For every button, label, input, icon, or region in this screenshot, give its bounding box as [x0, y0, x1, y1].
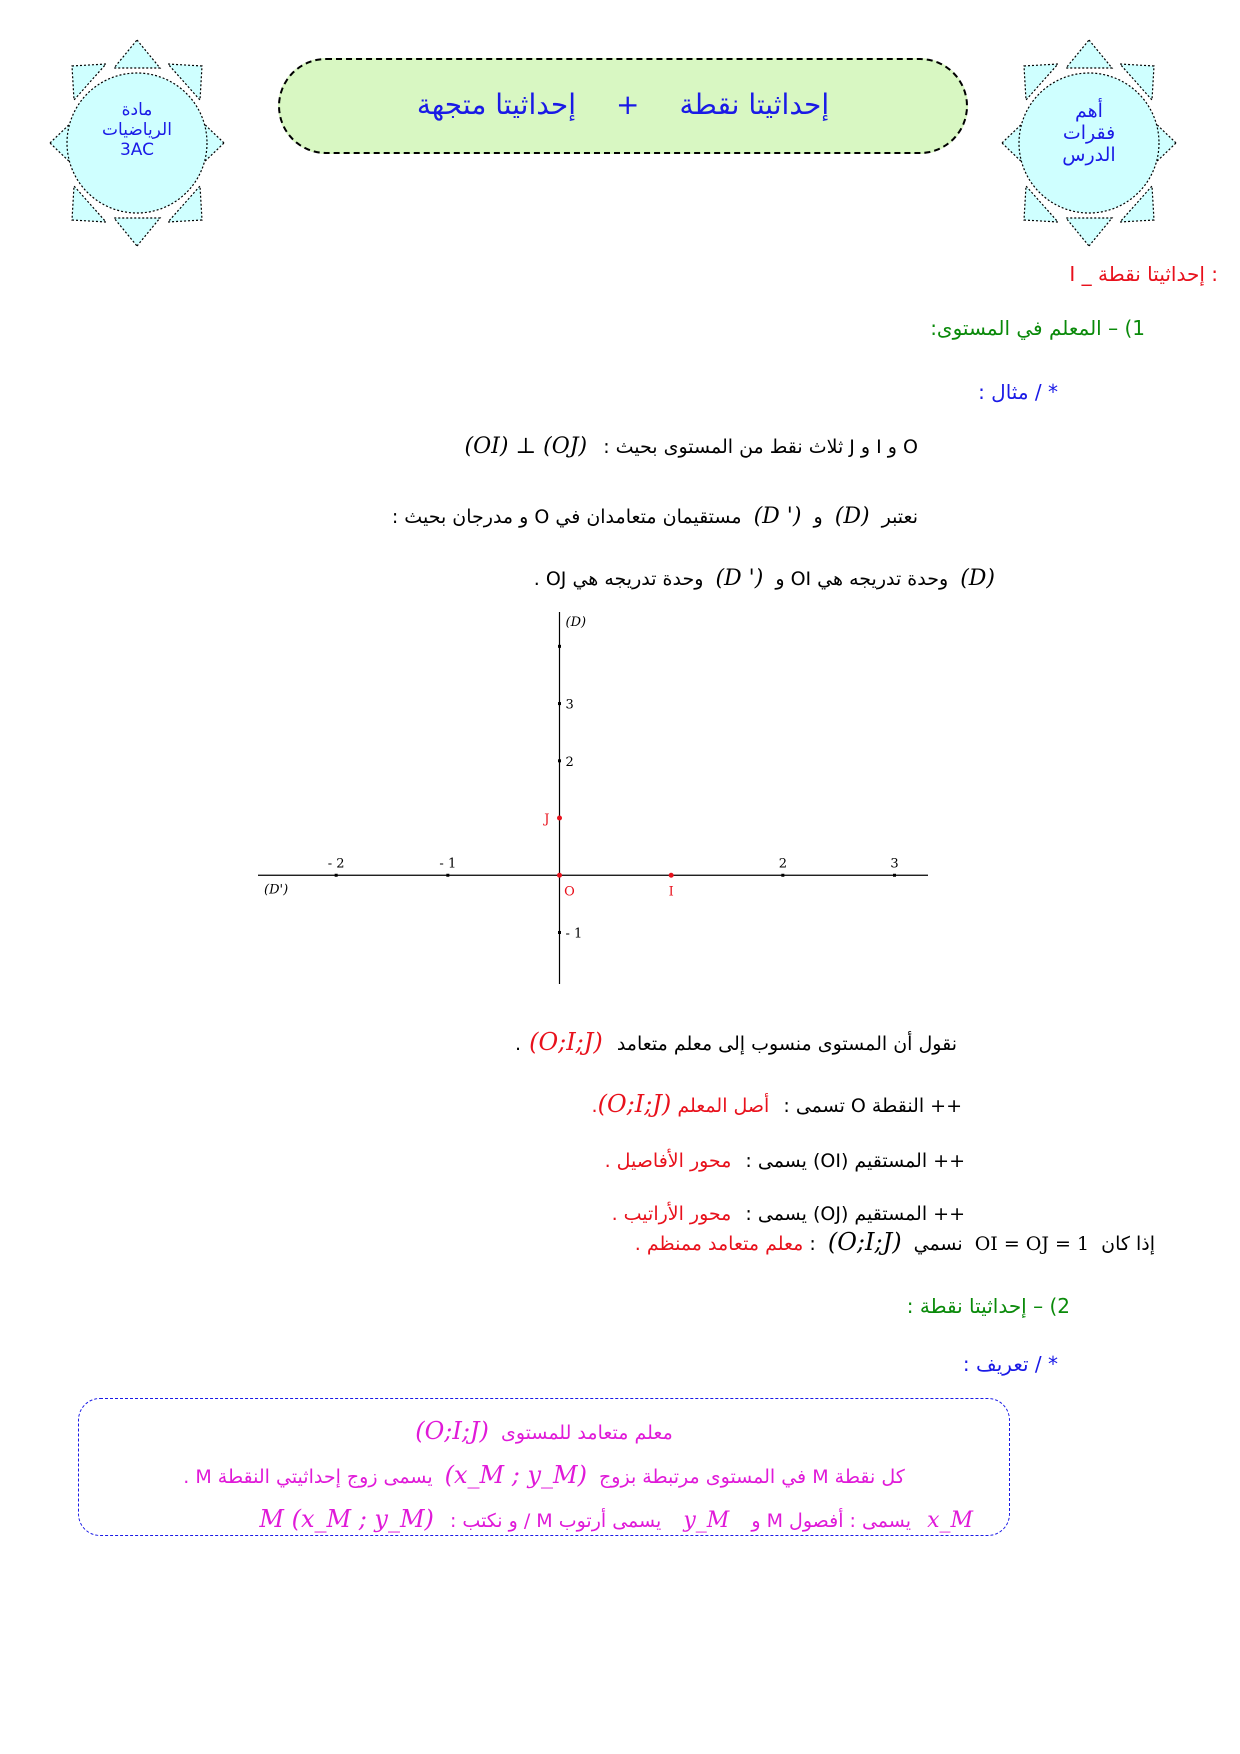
subject-badge	[90, 100, 184, 160]
subject-badge-line2: الرياضيات	[102, 120, 172, 140]
definition-line-3-a: يسمى : أفصول M و	[751, 1510, 912, 1532]
y-tick-mark	[558, 645, 561, 648]
statement-3-dprime: (D ')	[715, 566, 764, 591]
x-tick-mark	[446, 874, 449, 877]
x-tick-mark	[893, 874, 896, 877]
subject-badge-line1: مادة	[121, 100, 153, 120]
x-tick-label: 2	[778, 856, 787, 872]
statement-3	[534, 566, 995, 591]
definition-line-2-pre: كل نقطة M في المستوى مرتبطة بزوج	[599, 1466, 905, 1488]
statement-3-mid2: وحدة تدريجه هي OJ .	[533, 568, 704, 590]
highlights-badge-line1: أهم	[1075, 100, 1103, 122]
x-tick-mark	[781, 874, 784, 877]
point-j-label: J	[544, 812, 550, 828]
definition-line-3	[259, 1505, 973, 1533]
highlights-badge-line2: فقرات	[1062, 122, 1116, 144]
bullet-origin-pre: ++ النقطة O تسمى :	[783, 1095, 962, 1117]
definition-line-2	[79, 1461, 1009, 1489]
statement-1	[465, 434, 918, 459]
y-tick-mark	[558, 759, 561, 762]
bullet-abscissa	[605, 1150, 965, 1172]
y-tick-label: 3	[565, 697, 574, 713]
x-axis-label: (D')	[264, 882, 289, 898]
orthonormal-mid: نسمي	[913, 1233, 963, 1255]
bullet-origin-oij: (O;I;J)	[597, 1090, 672, 1118]
point-i-marker	[669, 873, 674, 878]
statement-2-d: (D)	[834, 504, 870, 529]
statement-3-mid1: وحدة تدريجه هي OI و	[775, 568, 949, 590]
highlights-badge-line3: الدرس	[1062, 144, 1116, 166]
definition-line-1	[79, 1417, 1009, 1445]
orthonormal-pre: إذا كان	[1101, 1233, 1155, 1255]
title-part-1: إحداثيتا نقطة	[679, 88, 830, 121]
definition-line-3-b: يسمى أرتوب M / و نكتب :	[449, 1510, 662, 1532]
statement-1-text: O و I و J ثلاث نقط من المستوى بحيث :	[603, 436, 918, 458]
bullet-origin: ++ النقطة O تسمى : أصل المعلم (O;I;J).	[591, 1090, 962, 1118]
point-o-marker	[557, 873, 562, 878]
example-label: * / مثال :	[978, 380, 1058, 404]
coordinate-graph	[258, 612, 928, 984]
definition-line-3-ym: y_M	[683, 1508, 730, 1533]
orthonormal-line: إذا كان OI = OJ = 1 نسمي (O;I;J) : معلم متعامد ممنظم .	[634, 1228, 1155, 1256]
definition-line-1-text: معلم متعامد للمستوى	[500, 1422, 673, 1444]
definition-line-3-point: M (x_M ; y_M)	[259, 1505, 434, 1533]
definition-line-1-math: (O;I;J)	[415, 1417, 489, 1445]
point-o-label: O	[564, 884, 575, 900]
orthonormal-oij: (O;I;J)	[827, 1228, 902, 1256]
point-j-marker	[557, 816, 562, 821]
section-1-heading: I _ إحداثيتا نقطة :	[1069, 262, 1218, 286]
orthonormal-red: معلم متعامد ممنظم .	[634, 1233, 804, 1255]
statement-2-post: مستقيمان متعامدان في O و مدرجان بحيث :	[391, 506, 742, 528]
intro-dot: .	[515, 1033, 522, 1055]
definition-box	[78, 1398, 1010, 1536]
intro-oij: (O;I;J)	[529, 1028, 603, 1056]
title-banner	[278, 58, 968, 154]
subsection-2-heading: 2) – إحداثيتا نقطة :	[906, 1294, 1070, 1318]
y-tick-label: - 1	[565, 926, 583, 942]
point-i-label: I	[668, 884, 674, 900]
page-title	[280, 88, 966, 121]
statement-2-pre: نعتبر	[881, 506, 918, 528]
statement-2-dprime: (D ')	[753, 504, 802, 529]
statement-2-and: و	[813, 506, 823, 528]
bullet-ordinate-red: محور الأراتيب .	[611, 1203, 732, 1225]
statement-3-d: (D)	[960, 566, 995, 591]
orthonormal-eq: OI = OJ = 1	[974, 1233, 1090, 1255]
y-tick-label: 2	[565, 754, 574, 770]
subject-badge-line3: 3AC	[119, 140, 155, 160]
x-tick-label: - 1	[439, 856, 457, 872]
x-tick-label: - 2	[327, 856, 345, 872]
bullet-abscissa-pre: ++ المستقيم (OI) يسمى :	[745, 1150, 965, 1172]
definition-line-2-math: (x_M ; y_M)	[444, 1461, 587, 1489]
bullet-ordinate	[612, 1203, 965, 1225]
definition-line-3-xm: x_M	[927, 1508, 973, 1533]
definition-label: * / تعريف :	[962, 1352, 1058, 1376]
y-tick-mark	[558, 702, 561, 705]
bullet-ordinate-pre: ++ المستقيم (OJ) يسمى :	[745, 1203, 965, 1225]
subsection-1-heading: 1) – المعلم في المستوى:	[930, 316, 1145, 340]
bullet-abscissa-red: محور الأفاصيل .	[604, 1150, 732, 1172]
highlights-badge	[1042, 100, 1136, 166]
intro-text: نقول أن المستوى منسوب إلى معلم متعامد	[616, 1033, 957, 1055]
x-tick-label: 3	[890, 856, 899, 872]
bullet-origin-red: أصل المعلم	[677, 1095, 770, 1117]
statement-2	[392, 504, 918, 529]
intro-line	[515, 1028, 957, 1056]
title-part-2: إحداثيتا متجهة	[416, 88, 577, 121]
definition-line-2-post: يسمى زوج إحداثيتي النقطة M .	[183, 1466, 433, 1488]
x-tick-mark	[335, 874, 338, 877]
title-plus: +	[616, 88, 640, 121]
statement-1-math: (OI) ⊥ (OJ)	[464, 434, 588, 459]
y-tick-mark	[558, 931, 561, 934]
y-axis-label: (D)	[565, 615, 587, 630]
